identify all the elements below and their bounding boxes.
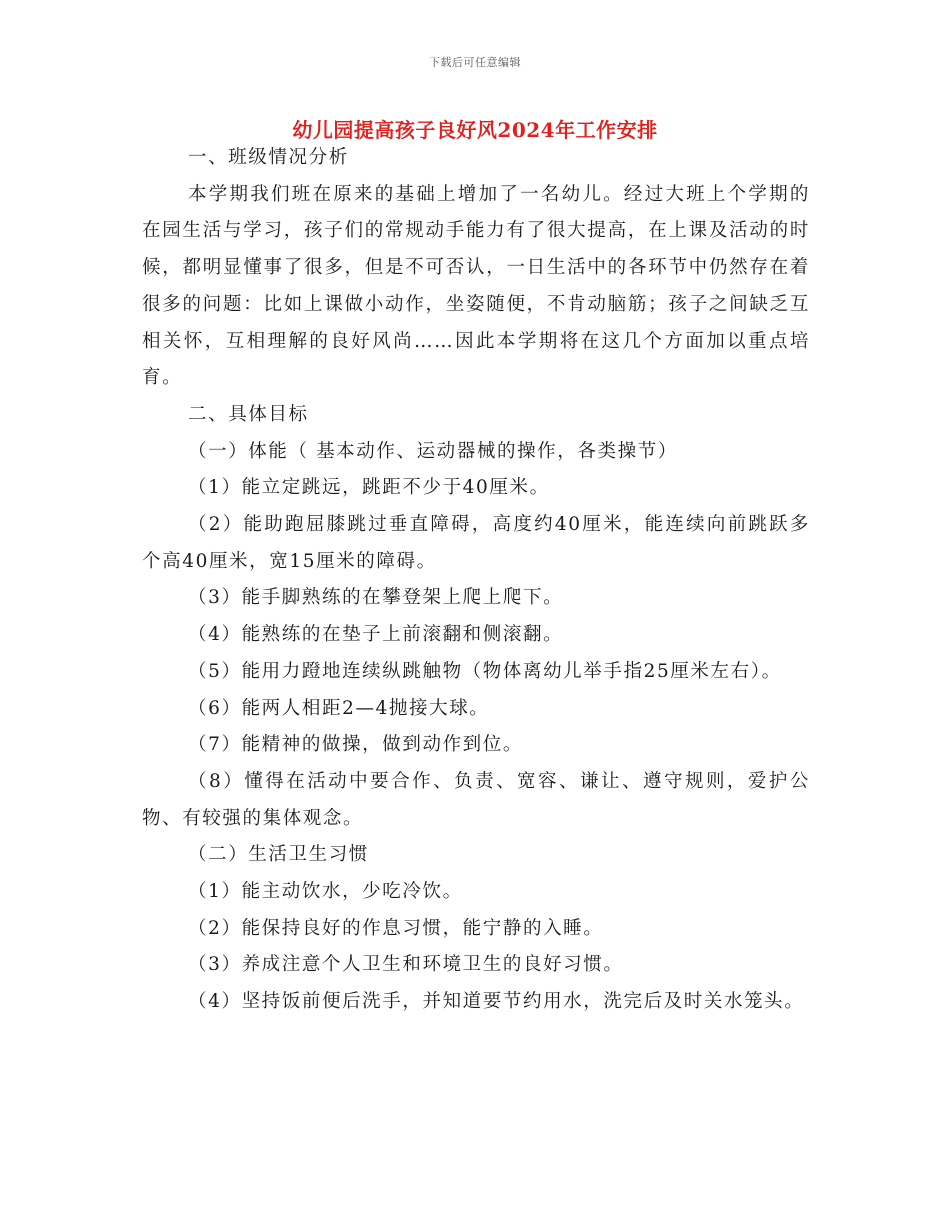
section-heading-class-analysis: 一、班级情况分析 — [188, 147, 349, 168]
document-body — [142, 140, 810, 1021]
document-title: 幼儿园提高孩子良好风2024年工作安排 — [292, 118, 658, 142]
list-item: （2）能助跑屈膝跳过垂直障碍，高度约40厘米，能连续向前跳跃多个高40厘米，宽15厘米的障碍。 — [142, 514, 810, 572]
list-item: （5）能用力蹬地连续纵跳触物（物体离幼儿举手指25厘米左右）。 — [188, 660, 782, 682]
subsection-heading-physical: （一）体能（ 基本动作、运动器械的操作，各类操节） — [188, 440, 678, 462]
list-item: （4）坚持饭前便后洗手，并知道要节约用水，洗完后及时关水笼头。 — [188, 991, 805, 1013]
list-item: （1）能立定跳远，跳距不少于40厘米。 — [188, 477, 550, 499]
paragraph-class-analysis: 本学期我们班在原来的基础上增加了一名幼儿。经过大班上个学期的在园生活与学习，孩子们的常规动手能力有了很大提高，在上课及活动的时候，都明显懂事了很多，但是不可否认，一日生活中的各环节中仍然存在着很多的问题：比如上课做小动作，坐姿随便，不肯动脑筋；孩子之间缺乏互相关怀，互相理解的良好风尚……因此本学期将在这几个方面加以重点培育。 — [142, 183, 810, 389]
list-item: （2）能保持良好的作息习惯，能宁静的入睡。 — [188, 917, 604, 939]
section-heading-goals: 二、具体目标 — [188, 403, 309, 425]
list-item: （3）能手脚熟练的在攀登架上爬上爬下。 — [188, 587, 564, 609]
header-note: 下载后可任意编辑 — [429, 56, 521, 69]
subsection-heading-hygiene: （二）生活卫生习惯 — [188, 844, 369, 866]
list-item: （3）养成注意个人卫生和环境卫生的良好习惯。 — [188, 954, 624, 976]
list-item: （1）能主动饮水，少吃冷饮。 — [188, 881, 463, 903]
list-item: （4）能熟练的在垫子上前滚翻和侧滚翻。 — [188, 624, 564, 646]
list-item: （6）能两人相距2—4抛接大球。 — [188, 697, 490, 719]
list-item: （8）懂得在活动中要合作、负责、宽容、谦让、遵守规则，爱护公物、有较强的集体观念。 — [142, 770, 810, 829]
list-item: （7）能精神的做操，做到动作到位。 — [188, 734, 523, 756]
